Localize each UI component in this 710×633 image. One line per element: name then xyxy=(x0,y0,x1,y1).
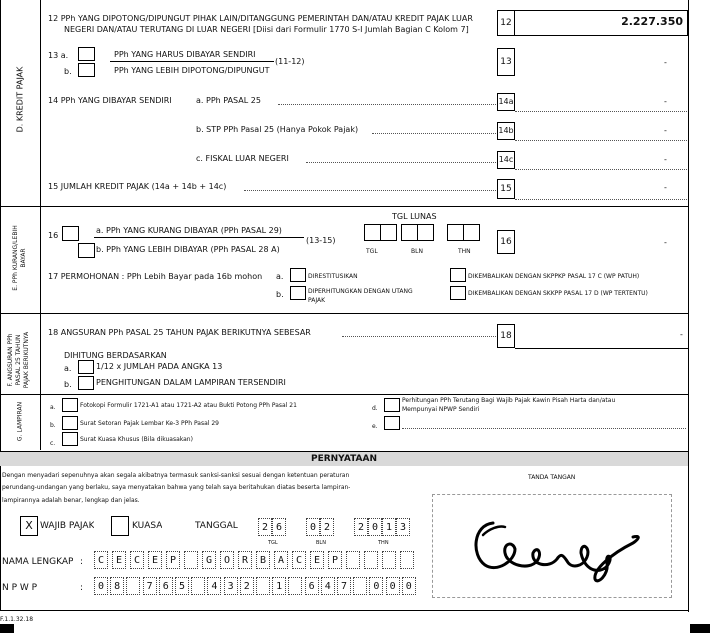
section-label-divider xyxy=(40,0,41,450)
nama-char-cell[interactable]: P xyxy=(328,551,342,569)
lampiran-a-checkbox[interactable] xyxy=(62,398,78,412)
row13-divider xyxy=(110,61,274,62)
row16-a-text: a. PPh YANG KURANG DIBAYAR (PPh PASAL 29) xyxy=(96,226,282,235)
nama-char-cell[interactable]: R xyxy=(238,551,252,569)
tanggal-label: TANGGAL xyxy=(195,521,238,531)
date-year-digit[interactable]: 0 xyxy=(368,518,382,536)
tgl-lunas-label: TGL LUNAS xyxy=(392,212,437,221)
row15-number-box: 15 xyxy=(497,179,515,199)
row13-formula: (11-12) xyxy=(275,57,305,66)
row16-divider xyxy=(94,237,304,238)
skkpp-17d-checkbox[interactable] xyxy=(450,286,466,300)
npwp-label: N P W P xyxy=(2,583,38,593)
lampiran-b-checkbox[interactable] xyxy=(62,416,78,430)
section-f-bottom-line xyxy=(0,394,689,395)
row15-value: - xyxy=(664,183,667,192)
nama-char-cell[interactable]: O xyxy=(220,551,234,569)
nama-char-cell[interactable]: B xyxy=(256,551,270,569)
row13-number-box: 13 xyxy=(497,48,515,76)
section-f-label-line1: F. ANGSURAN PPh xyxy=(7,333,14,387)
right-border xyxy=(688,0,689,612)
nama-char-cell[interactable]: E xyxy=(310,551,324,569)
nama-char-cell[interactable]: C xyxy=(94,551,108,569)
kuasa-checkbox[interactable] xyxy=(111,516,129,536)
row13-a-label: 13 a. xyxy=(48,51,69,60)
row14b-dots xyxy=(372,133,496,134)
npwp-char-cell[interactable]: 8 xyxy=(110,577,124,595)
lampiran-c-letter: c. xyxy=(50,440,56,447)
date-tgl-label: TGL xyxy=(268,540,278,546)
row16-b-text: b. PPh YANG LEBIH DIBAYAR (PPh PASAL 28 A) xyxy=(96,245,280,254)
corner-marker-right xyxy=(690,624,710,633)
row16-b-checkbox[interactable] xyxy=(78,243,95,258)
angsuran-opt-a-letter: a. xyxy=(64,364,72,373)
section-e-bottom-line xyxy=(0,313,689,314)
section-f-label-line3: PAJAK BERIKUTNYA xyxy=(23,331,30,389)
nama-char-cell[interactable]: A xyxy=(274,551,288,569)
nama-char-cell[interactable] xyxy=(184,551,198,569)
tgl-lunas-day-box-1[interactable] xyxy=(364,224,381,241)
tgl-lunas-year-box-2[interactable] xyxy=(463,224,480,241)
npwp-char-cell[interactable]: 0 xyxy=(386,577,400,595)
row13-a-text: PPh YANG HARUS DIBAYAR SENDIRI xyxy=(114,50,256,59)
kuasa-label: KUASA xyxy=(132,521,163,531)
section-e-label xyxy=(12,213,28,303)
row16-value: - xyxy=(664,238,667,247)
lampiran-e-checkbox[interactable] xyxy=(384,416,400,430)
row13-value: - xyxy=(664,58,667,67)
lampiran-b-letter: b. xyxy=(50,422,56,429)
angsuran-opt-b-checkbox[interactable] xyxy=(78,376,94,390)
row13-a-checkbox[interactable] xyxy=(78,47,95,61)
npwp-char-cell[interactable]: 7 xyxy=(143,577,157,595)
row14b-value: - xyxy=(664,126,667,135)
lampiran-e-letter: e. xyxy=(372,423,378,430)
skppkp-17c-checkbox[interactable] xyxy=(450,268,466,282)
skkpp-17d-label: DIKEMBALIKAN DENGAN SKKPP PASAL 17 D (WP TERTENTU) xyxy=(468,290,648,297)
row14a-dots xyxy=(278,104,496,105)
pernyataan-title: PERNYATAAN xyxy=(0,452,688,466)
row15-dots xyxy=(244,190,496,191)
npwp-char-cell[interactable] xyxy=(353,577,367,595)
row14b-text: b. STP PPh Pasal 25 (Hanya Pokok Pajak) xyxy=(196,125,359,134)
tgl-lunas-tgl: TGL xyxy=(366,248,378,255)
date-year-digit[interactable]: 1 xyxy=(382,518,396,536)
row16-formula: (13-15) xyxy=(306,236,336,245)
nama-colon: : xyxy=(80,557,84,567)
npwp-char-cell[interactable]: 1 xyxy=(272,577,286,595)
form-code: F.1.1.32.18 xyxy=(0,616,34,623)
row14b-field-line[interactable] xyxy=(515,140,687,141)
row12-label-line2: NEGERI DAN/ATAU TERUTANG DI LUAR NEGERI [Diisi dari Formulir 1770 S-I Jumlah Bagian C Kolom 7] xyxy=(64,25,469,34)
row13-b-checkbox[interactable] xyxy=(78,63,95,77)
section-d-label: D. KREDIT PAJAK xyxy=(15,66,25,133)
section-g-label: G. LAMPIRAN xyxy=(16,401,24,442)
row18-value: - xyxy=(680,330,683,339)
row13-b-text: PPh YANG LEBIH DIPOTONG/DIPUNGUT xyxy=(114,66,270,75)
corner-marker-left xyxy=(0,624,14,633)
date-bln-label: BLN xyxy=(316,540,326,546)
row14c-number-box: 14c xyxy=(497,151,515,169)
tgl-lunas-month-box-2[interactable] xyxy=(417,224,434,241)
npwp-colon: : xyxy=(80,583,84,593)
row18-dots xyxy=(342,336,496,337)
row15-label: 15 JUMLAH KREDIT PAJAK (14a + 14b + 14c) xyxy=(48,182,227,191)
npwp-field[interactable] xyxy=(94,577,424,597)
row12-value-field[interactable] xyxy=(514,10,688,36)
npwp-char-cell[interactable]: 2 xyxy=(240,577,254,595)
nama-char-cell[interactable] xyxy=(346,551,360,569)
signature-box[interactable] xyxy=(432,494,672,598)
row14a-value: - xyxy=(664,97,667,106)
section-f-label-line2: PASAL 25 TAHUN xyxy=(15,334,22,386)
section-e-label-line1: E. PPh KURANG/LEBIH xyxy=(12,225,19,291)
pernyataan-line1: Dengan menyadari sepenuhnya akan segala akibatnya termasuk sanksi-sanksi sesuai dengan ketentuan peraturan xyxy=(2,472,350,479)
date-month-digit[interactable]: 2 xyxy=(320,518,334,536)
row15-field-line[interactable] xyxy=(515,199,687,200)
lampiran-d-letter: d. xyxy=(372,405,378,412)
signature-image xyxy=(433,495,671,597)
row14c-text: c. FISKAL LUAR NEGERI xyxy=(196,154,289,163)
nama-char-cell[interactable]: E xyxy=(112,551,126,569)
row17-a: a. xyxy=(276,272,284,281)
tgl-lunas-day-box-2[interactable] xyxy=(380,224,397,241)
form-bottom-line xyxy=(0,610,689,611)
row14a-number-box: 14a xyxy=(497,93,515,111)
pernyataan-line3: lampirannya adalah benar, lengkap dan jelas. xyxy=(2,497,140,504)
skppkp-17c-label: DIKEMBALIKAN DENGAN SKPPKP PASAL 17 C (WP PATUH) xyxy=(468,273,640,280)
date-year-digit[interactable]: 3 xyxy=(396,518,410,536)
tgl-lunas-thn: THN xyxy=(458,248,471,255)
diperhitungkan-checkbox[interactable] xyxy=(290,286,306,300)
npwp-char-cell[interactable]: 0 xyxy=(402,577,416,595)
row13-b-label: b. xyxy=(64,67,72,76)
npwp-char-cell[interactable]: 0 xyxy=(369,577,383,595)
npwp-char-cell[interactable]: 4 xyxy=(207,577,221,595)
lampiran-b-text: Surat Setoran Pajak Lembar Ke-3 PPh Pasal 29 xyxy=(80,420,219,427)
row14c-value: - xyxy=(664,155,667,164)
row12-label-line1: 12 PPh YANG DIPOTONG/DIPUNGUT PIHAK LAIN/DITANGGUNG PEMERINTAH DAN/ATAU KREDIT PAJAK LUAR xyxy=(48,14,473,23)
nama-lengkap-field[interactable] xyxy=(94,551,424,571)
restitusi-checkbox[interactable] xyxy=(290,268,306,282)
npwp-char-cell[interactable]: 6 xyxy=(305,577,319,595)
angsuran-opt-a-checkbox[interactable] xyxy=(78,360,94,374)
npwp-char-cell[interactable]: 4 xyxy=(321,577,335,595)
lampiran-d-checkbox[interactable] xyxy=(384,398,400,412)
lampiran-d-text-line2: Mempunyai NPWP Sendiri xyxy=(402,406,480,413)
pernyataan-line2: perundang-undangan yang berlaku, saya menyatakan bahwa yang telah saya beritahukan diatas beserta lampiran- xyxy=(2,484,351,491)
tanda-tangan-label: TANDA TANGAN xyxy=(528,474,576,481)
nama-lengkap-label: NAMA LENGKAP xyxy=(2,557,74,567)
row16-number-label: 16 xyxy=(48,231,59,240)
restitusi-label: DIRESTITUSIKAN xyxy=(308,273,358,280)
tgl-lunas-bln: BLN xyxy=(411,248,423,255)
tgl-lunas-year-box-1[interactable] xyxy=(447,224,464,241)
nama-char-cell[interactable]: C xyxy=(130,551,144,569)
nama-char-cell[interactable]: C xyxy=(292,551,306,569)
row18-label: 18 ANGSURAN PPh PASAL 25 TAHUN PAJAK BERIKUTNYA SEBESAR xyxy=(48,328,311,337)
row14c-dots xyxy=(306,162,496,163)
row12-value: 2.227.350 xyxy=(621,15,683,28)
row17-label: 17 PERMOHONAN : PPh Lebih Bayar pada 16b mohon xyxy=(48,272,263,281)
row18-number-box: 18 xyxy=(497,324,515,348)
section-e-label-line2: BAYAR xyxy=(20,248,27,268)
tgl-lunas-month-box-1[interactable] xyxy=(401,224,418,241)
lampiran-a-letter: a. xyxy=(50,404,56,411)
row14c-field-line[interactable] xyxy=(515,169,687,170)
row14-label: 14 PPh YANG DIBAYAR SENDIRI xyxy=(48,96,172,105)
lampiran-e-field[interactable] xyxy=(402,428,686,429)
npwp-char-cell[interactable]: 6 xyxy=(159,577,173,595)
wajib-pajak-checkbox[interactable]: X xyxy=(20,516,38,536)
section-d-bottom-line xyxy=(0,206,689,207)
row16-number-box: 16 xyxy=(497,230,515,254)
nama-char-cell[interactable] xyxy=(364,551,378,569)
dihitung-berdasarkan: DIHITUNG BERDASARKAN xyxy=(64,351,167,360)
wajib-pajak-label: WAJIB PAJAK xyxy=(40,521,95,531)
lampiran-c-checkbox[interactable] xyxy=(62,432,78,446)
angsuran-opt-b-letter: b. xyxy=(64,380,72,389)
left-border xyxy=(0,0,1,610)
nama-char-cell[interactable] xyxy=(382,551,396,569)
row14b-number-box: 14b xyxy=(497,122,515,140)
row17-b: b. xyxy=(276,290,284,299)
npwp-char-cell[interactable]: 3 xyxy=(224,577,238,595)
nama-char-cell[interactable]: P xyxy=(166,551,180,569)
angsuran-opt-b-label: PENGHITUNGAN DALAM LAMPIRAN TERSENDIRI xyxy=(96,378,286,387)
npwp-char-cell[interactable]: 0 xyxy=(94,577,108,595)
row14a-field-line[interactable] xyxy=(515,111,687,112)
nama-char-cell[interactable] xyxy=(400,551,414,569)
npwp-char-cell[interactable] xyxy=(256,577,270,595)
date-day-digit[interactable]: 6 xyxy=(272,518,286,536)
lampiran-c-text: Surat Kuasa Khusus (Bila dikuasakan) xyxy=(80,436,193,443)
date-month-digit[interactable]: 0 xyxy=(306,518,320,536)
row18-field-line[interactable] xyxy=(515,348,688,349)
row14a-text: a. PPh PASAL 25 xyxy=(196,96,261,105)
npwp-char-cell[interactable] xyxy=(288,577,302,595)
npwp-char-cell[interactable]: 5 xyxy=(175,577,189,595)
lampiran-d-text-line1: Perhitungan PPh Terutang Bagi Wajib Pajak Kawin Pisah Harta dan/atau xyxy=(402,397,616,404)
npwp-char-cell[interactable]: 7 xyxy=(337,577,351,595)
lampiran-a-text: Fotokopi Formulir 1721-A1 atau 1721-A2 atau Bukti Potong PPh Pasal 21 xyxy=(80,402,297,409)
nama-char-cell[interactable]: G xyxy=(202,551,216,569)
diperhitungkan-label-line1: DIPERHITUNGKAN DENGAN UTANG xyxy=(308,288,413,295)
date-thn-label: THN xyxy=(378,540,389,546)
date-year-digit[interactable]: 2 xyxy=(354,518,368,536)
nama-char-cell[interactable]: E xyxy=(148,551,162,569)
npwp-char-cell[interactable] xyxy=(126,577,140,595)
row12-number-box: 12 xyxy=(497,10,515,36)
angsuran-opt-a-label: 1/12 x JUMLAH PADA ANGKA 13 xyxy=(96,362,223,371)
diperhitungkan-label-line2: PAJAK xyxy=(308,297,326,304)
row16-a-checkbox[interactable] xyxy=(62,226,79,241)
date-day-digit[interactable]: 2 xyxy=(258,518,272,536)
npwp-char-cell[interactable] xyxy=(191,577,205,595)
